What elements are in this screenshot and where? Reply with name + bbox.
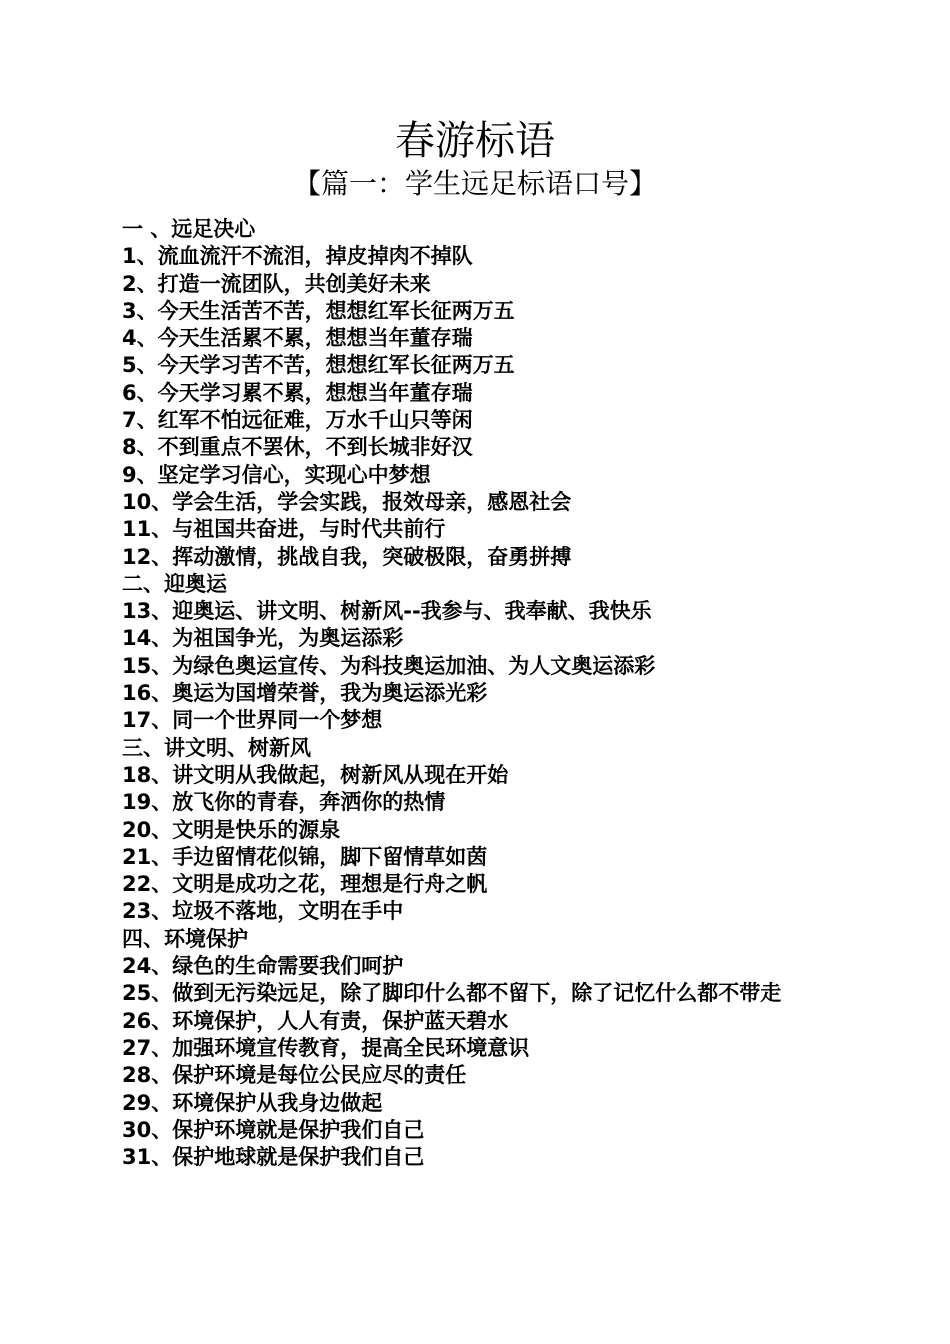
slogan-item: 1、流血流汗不流泪，掉皮掉肉不掉队 [122,244,473,269]
slogan-item: 5、今天学习苦不苦，想想红军长征两万五 [122,353,515,378]
slogan-item: 24、绿色的生命需要我们呵护 [122,954,404,979]
slogan-item: 23、垃圾不落地，文明在手中 [122,899,404,924]
slogan-item: 27、加强环境宣传教育，提高全民环境意识 [122,1035,530,1060]
slogan-item: 16、奥运为国增荣誉，我为奥运添光彩 [122,681,488,706]
slogan-item: 20、文明是快乐的源泉 [122,817,341,842]
slogan-item: 17、同一个世界同一个梦想 [122,708,383,733]
slogan-item: 30、保护环境就是保护我们自己 [122,1117,425,1142]
slogan-item: 25、做到无污染远足，除了脚印什么都不留下，除了记忆什么都不带走 [122,981,782,1006]
slogan-item: 11、与祖国共奋进，与时代共前行 [122,517,446,542]
slogan-item: 9、坚定学习信心，实现心中梦想 [122,462,431,487]
slogan-item: 28、保护环境是每位公民应尽的责任 [122,1063,467,1088]
slogan-item: 2、打造一流团队，共创美好未来 [122,271,431,296]
section-heading: 一 、远足决心 [122,217,256,241]
slogan-item: 6、今天学习累不累，想想当年董存瑞 [122,380,473,405]
section-heading: 三、讲文明、树新风 [122,735,311,760]
document-title: 春游标语 [395,118,555,164]
document-subtitle: 【篇一：学生远足标语口号】 [292,167,657,200]
section-heading: 四、环境保护 [122,926,248,951]
slogan-item: 21、手边留情花似锦，脚下留情草如茵 [122,844,488,869]
slogan-item: 18、讲文明从我做起，树新风从现在开始 [122,762,509,787]
slogan-item: 29、环境保护从我身边做起 [122,1090,383,1115]
slogan-item: 7、红军不怕远征难，万水千山只等闲 [122,408,473,433]
slogan-item: 10、学会生活，学会实践，报效母亲，感恩社会 [122,489,572,514]
slogan-item: 15、为绿色奥运宣传、为科技奥运加油、为人文奥运添彩 [122,653,656,678]
slogan-item: 13、迎奥运、讲文明、树新风--我参与、我奉献、我快乐 [122,599,652,624]
slogan-item: 12、挥动激情，挑战自我，突破极限，奋勇拼搏 [122,544,572,569]
section-heading: 二、迎奥运 [122,571,227,596]
slogan-item: 4、今天生活累不累，想想当年董存瑞 [122,326,473,351]
slogan-item: 22、文明是成功之花，理想是行舟之帆 [122,872,488,897]
slogan-list [116,216,836,1171]
slogan-item: 19、放飞你的青春，奔洒你的热情 [122,790,446,815]
slogan-item: 31、保护地球就是保护我们自己 [122,1145,425,1170]
slogan-item: 8、不到重点不罢休，不到长城非好汉 [122,435,473,460]
slogan-item: 3、今天生活苦不苦，想想红军长征两万五 [122,298,515,323]
slogan-item: 14、为祖国争光，为奥运添彩 [122,626,404,651]
slogan-item: 26、环境保护，人人有责，保护蓝天碧水 [122,1008,509,1033]
